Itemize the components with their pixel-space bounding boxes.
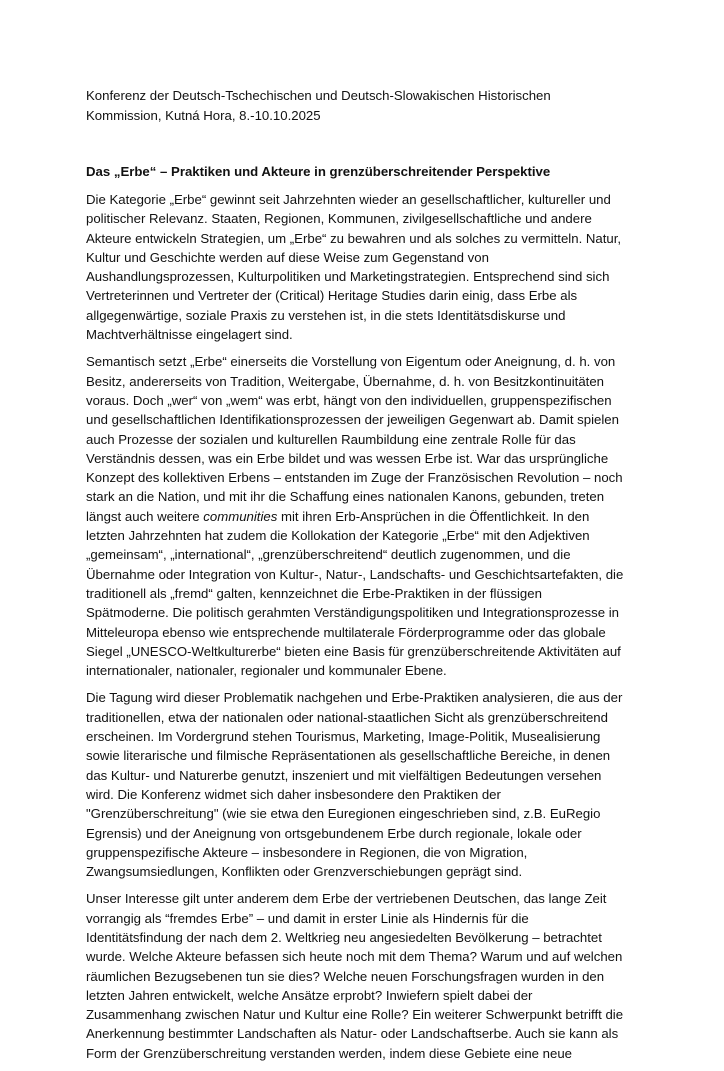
paragraph-line: internationaler, nationaler, regionaler und kommunaler Ebene. <box>86 663 447 679</box>
paragraph-line: Aushandlungsprozessen, Kulturpolitiken und Marketingstrategien. Entsprechend sind sich <box>86 269 610 285</box>
paragraph-line: Die Tagung wird dieser Problematik nachgehen und Erbe-Praktiken analysieren, die aus der <box>86 690 623 706</box>
paragraph-line: Konzept des kollektiven Erbens – entstanden im Zuge der Französischen Revolution – noch <box>86 470 623 486</box>
body-text <box>86 190 652 1063</box>
paragraph-line: Identitätsfindung der nach dem 2. Weltkrieg neu angesiedelten Bevölkerung – betrachtet <box>86 929 602 945</box>
paragraph-line: Übernahme oder Integration von Kultur-, Natur-, Landschafts- und Geschichtsartefakten, die <box>86 566 624 582</box>
paragraph <box>86 889 652 1063</box>
paragraph-line: Siegel „UNESCO-Weltkulturerbe“ bieten eine Basis für grenzüberschreitende Aktivitäten auf <box>86 643 621 659</box>
paragraph-line: Verständnis dessen, was ein Erbe bildet und was wessen Erbe ist. War das ursprüngliche <box>86 450 609 466</box>
paragraph-line: sowie literarische und filmische Repräsentationen als gesellschaftliche Bereiche, in denen <box>86 748 611 764</box>
paragraph-line: Unser Interesse gilt unter anderem dem Erbe der vertriebenen Deutschen, das lange Zeit <box>86 891 607 907</box>
paragraph <box>86 352 652 680</box>
paragraph-line: Akteure entwickeln Strategien, um „Erbe“ zu bewahren und als solches zu vermitteln. Natur, <box>86 230 622 246</box>
paragraph-line: vorrangig als “fremdes Erbe” – und damit in erster Linie als Hindernis für die <box>86 910 529 926</box>
document-page <box>86 86 652 1071</box>
paragraph-line: politischer Relevanz. Staaten, Regionen, Kommunen, zivilgesellschaftliche und andere <box>86 211 592 227</box>
paragraph-line: letzten Jahren entwickelt, welche Ansätze erprobt? Inwiefern spielt dabei der <box>86 987 533 1003</box>
paragraph-line: Egrensis) und der Aneignung von ortsgebundenem Erbe durch regionale, lokale oder <box>86 825 582 841</box>
paragraph-line: Zwangsumsiedlungen, Konflikten oder Grenzverschiebungen geprägt sind. <box>86 864 523 880</box>
paragraph-line: Form der Grenzüberschreitung verstanden werden, indem diese Gebiete eine neue <box>86 1045 573 1061</box>
paragraph-line: räumlichen Bezugsebenen tun sie dies? Welche neuen Forschungsfragen wurden in den <box>86 968 605 984</box>
paragraph-line: traditionell als „fremd“ galten, kennzeichnet die Erbe-Praktiken in der flüssigen <box>86 585 542 601</box>
paragraph-line: Spätmoderne. Die politisch gerahmten Verständigungspolitiken und Integrationsprozesse in <box>86 605 619 621</box>
paragraph-line: erscheinen. Im Vordergrund stehen Tourismus, Marketing, Image-Politik, Musealisierung <box>86 729 601 745</box>
paragraph-line: auch Prozesse der sozialen und kulturellen Raumbildung eine zentrale Rolle für das <box>86 431 576 447</box>
paragraph-line: wurde. Welche Akteure befassen sich heute noch mit dem Thema? Warum und auf welchen <box>86 949 623 965</box>
header-line: Konferenz der Deutsch-Tschechischen und Deutsch-Slowakischen Historischen <box>86 88 551 103</box>
paragraph <box>86 190 652 344</box>
paragraph-line: voraus. Doch „wer“ von „wem“ was erbt, hängt von den individuellen, gruppenspezifischen <box>86 392 612 408</box>
paragraph-line: traditionellen, etwa der nationalen oder national-staatlichen Sicht als grenzüberschreitend <box>86 709 608 725</box>
conference-header <box>86 86 652 126</box>
paragraph-line: Besitz, andererseits von Tradition, Weitergabe, Übernahme, d. h. von Besitzkontinuitäten <box>86 373 605 389</box>
paragraph-line: das Kultur- und Naturerbe genutzt, inszeniert und mit vielfältigen Bedeutungen versehen <box>86 767 602 783</box>
paragraph-line: Zusammenhang zwischen Natur und Kultur eine Rolle? Ein weiterer Schwerpunkt betrifft die <box>86 1007 624 1023</box>
paragraph-line: Mitteleuropa ebenso wie entsprechende multilaterale Förderprogramme oder das globale <box>86 624 606 640</box>
paragraph-line: gruppenspezifische Akteure – insbesondere in Regionen, die von Migration, <box>86 844 528 860</box>
paragraph-line: und gesellschaftlichen Identifikationsprozessen der jeweiligen Gegenwart ab. Damit spielen <box>86 412 619 428</box>
paragraph-line: "Grenzüberschreitung" (wie sie etwa den Euregionen eingeschrieben sind, z.B. EuRegio <box>86 806 601 822</box>
paragraph-line: wird. Die Konferenz widmet sich daher insbesondere den Praktiken der <box>86 786 501 802</box>
paragraph-line: Vertreterinnen und Vertreter der (Critical) Heritage Studies darin einig, dass Erbe als <box>86 288 578 304</box>
paragraph-line: stark an die Nation, und mit ihr die Schaffung eines nationalen Kanons, gebunden, treten <box>86 489 605 505</box>
paragraph-line: Die Kategorie „Erbe“ gewinnt seit Jahrzehnten wieder an gesellschaftlicher, kultureller und <box>86 192 611 207</box>
paragraph-line: Machtverhältnisse eingelagert sind. <box>86 327 293 343</box>
paragraph <box>86 688 652 881</box>
paragraph-line: „gemeinsam“, „international“, „grenzüberschreitend“ deutlich zugenommen, und die <box>86 547 571 563</box>
document-title: Das „Erbe“ – Praktiken und Akteure in grenzüberschreitender Perspektive <box>86 164 551 179</box>
emphasized-term: communities <box>203 508 278 524</box>
paragraph-line: letzten Jahrzehnten hat zudem die Kollokation der Kategorie „Erbe“ mit den Adjektiven <box>86 528 590 544</box>
paragraph-line: allgegenwärtige, soziale Praxis zu verstehen ist, in die stets Identitätsdiskurse und <box>86 307 566 323</box>
paragraph-line: Anerkennung bestimmter Landschaften als Natur- oder Landschaftserbe. Auch sie kann als <box>86 1026 619 1042</box>
paragraph-line: Semantisch setzt „Erbe“ einerseits die Vorstellung von Eigentum oder Aneignung, d. h. von <box>86 354 616 370</box>
paragraph-line: längst auch weitere communities mit ihren Erb-Ansprüchen in die Öffentlichkeit. In den <box>86 508 590 524</box>
header-line: Kommission, Kutná Hora, 8.-10.10.2025 <box>86 108 321 123</box>
paragraph-line: Kultur und Geschichte werden auf diese Weise zum Gegenstand von <box>86 249 489 265</box>
